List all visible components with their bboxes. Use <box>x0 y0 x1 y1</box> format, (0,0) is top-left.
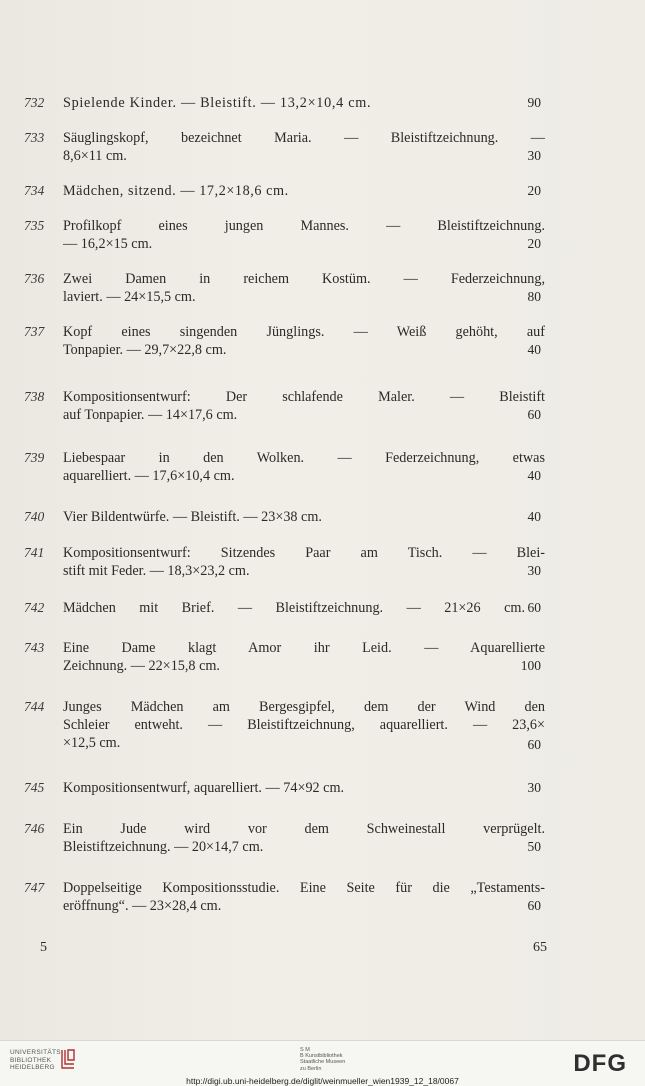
entry-description: Kopf eines singenden Jünglings. — Weiß gehöht, auf <box>63 324 545 340</box>
signature-mark: 5 <box>40 940 47 955</box>
entry-description-cont: Schleier entweht. — Bleistiftzeichnung, aquarelliert. — 23,6× <box>63 717 545 733</box>
entry-price: 50 <box>527 839 541 854</box>
entry-price: 40 <box>527 509 541 524</box>
entry-description-cont: Bleistiftzeichnung. — 20×14,7 cm. <box>63 839 264 855</box>
entry-price: 80 <box>527 289 541 304</box>
entry-description: Säuglingskopf, bezeichnet Maria. — Bleistiftzeichnung. — <box>63 130 545 146</box>
entry-description: Ein Jude wird vor dem Schweinestall verprügelt. <box>63 821 545 837</box>
entry-description: Mädchen, sitzend. — 17,2×18,6 cm. <box>63 183 289 199</box>
entry-description-cont: Zeichnung. — 22×15,8 cm. <box>63 658 220 674</box>
entry-price: 60 <box>527 898 541 913</box>
entry-number: 736 <box>24 271 45 286</box>
entry-description: Doppelseitige Kompositionsstudie. Eine Seite für die „Testaments- <box>63 880 545 896</box>
entry-description-cont: auf Tonpapier. — 14×17,6 cm. <box>63 407 238 423</box>
entry-price: 40 <box>527 468 541 483</box>
entry-number: 732 <box>24 95 45 110</box>
permalink-url[interactable]: http://digi.ub.uni-heidelberg.de/diglit/weinmueller_wien1939_12_18/0067 <box>186 1076 459 1086</box>
entry-number: 745 <box>24 780 45 795</box>
entry-description: Kompositionsentwurf, aquarelliert. — 74×92 cm. <box>63 780 345 796</box>
entry-price: 60 <box>527 600 541 615</box>
entry-price: 40 <box>527 342 541 357</box>
entry-number: 738 <box>24 389 45 404</box>
university-library-logo[interactable]: UNIVERSITÄTS BIBLIOTHEK HEIDELBERG <box>10 1049 61 1071</box>
entry-price: 60 <box>527 407 541 422</box>
entry-description: Vier Bildentwürfe. — Bleistift. — 23×38 cm. <box>63 509 322 525</box>
entry-price: 20 <box>527 236 541 251</box>
entry-description-cont: laviert. — 24×15,5 cm. <box>63 289 196 305</box>
entry-number: 743 <box>24 640 45 655</box>
entry-number: 735 <box>24 218 45 233</box>
entry-number: 733 <box>24 130 45 145</box>
entry-description-cont: eröffnung“. — 23×28,4 cm. <box>63 898 222 914</box>
entry-description: Eine Dame klagt Amor ihr Leid. — Aquarellierte <box>63 640 545 656</box>
entry-description: Junges Mädchen am Bergesgipfel, dem der Wind den <box>63 699 545 715</box>
entry-description-cont: ×12,5 cm. <box>63 735 121 751</box>
dfg-logo[interactable]: DFG <box>573 1050 627 1077</box>
entry-description: Kompositionsentwurf: Der schlafende Maler. — Bleistift <box>63 389 545 405</box>
entry-price: 30 <box>527 563 541 578</box>
library-crest-icon <box>60 1048 76 1070</box>
entry-price: 20 <box>527 183 541 198</box>
entry-description-cont: — 16,2×15 cm. <box>63 236 153 252</box>
entry-description: Liebespaar in den Wolken. — Federzeichnung, etwas <box>63 450 545 466</box>
entry-number: 734 <box>24 183 45 198</box>
entry-number: 746 <box>24 821 45 836</box>
entry-description: Spielende Kinder. — Bleistift. — 13,2×10,4 cm. <box>63 95 372 111</box>
entry-description: Mädchen mit Brief. — Bleistiftzeichnung. — 21×26 cm. <box>63 600 525 616</box>
entry-number: 744 <box>24 699 45 714</box>
viewer-footer-bar <box>0 1040 645 1086</box>
entry-number: 737 <box>24 324 45 339</box>
entry-description-cont: aquarelliert. — 17,6×10,4 cm. <box>63 468 235 484</box>
entry-number: 739 <box>24 450 45 465</box>
page-number: 65 <box>533 940 547 955</box>
entry-description: Profilkopf eines jungen Mannes. — Bleistiftzeichnung. <box>63 218 545 234</box>
entry-number: 747 <box>24 880 45 895</box>
entry-number: 740 <box>24 509 45 524</box>
entry-price: 90 <box>527 95 541 110</box>
entry-price: 30 <box>527 148 541 163</box>
entry-price: 60 <box>527 737 541 752</box>
entry-description-cont: Tonpapier. — 29,7×22,8 cm. <box>63 342 227 358</box>
entry-description: Zwei Damen in reichem Kostüm. — Federzeichnung, <box>63 271 545 287</box>
entry-number: 742 <box>24 600 45 615</box>
entry-description: Kompositionsentwurf: Sitzendes Paar am Tisch. — Blei- <box>63 545 545 561</box>
entry-description-cont: stift mit Feder. — 18,3×23,2 cm. <box>63 563 250 579</box>
entry-number: 741 <box>24 545 45 560</box>
museum-stamp: S M B Kunstbibliothek Staatliche Museen zu Berlin <box>300 1047 346 1072</box>
entry-description-cont: 8,6×11 cm. <box>63 148 127 164</box>
entry-price: 30 <box>527 780 541 795</box>
entry-price: 100 <box>520 658 541 673</box>
